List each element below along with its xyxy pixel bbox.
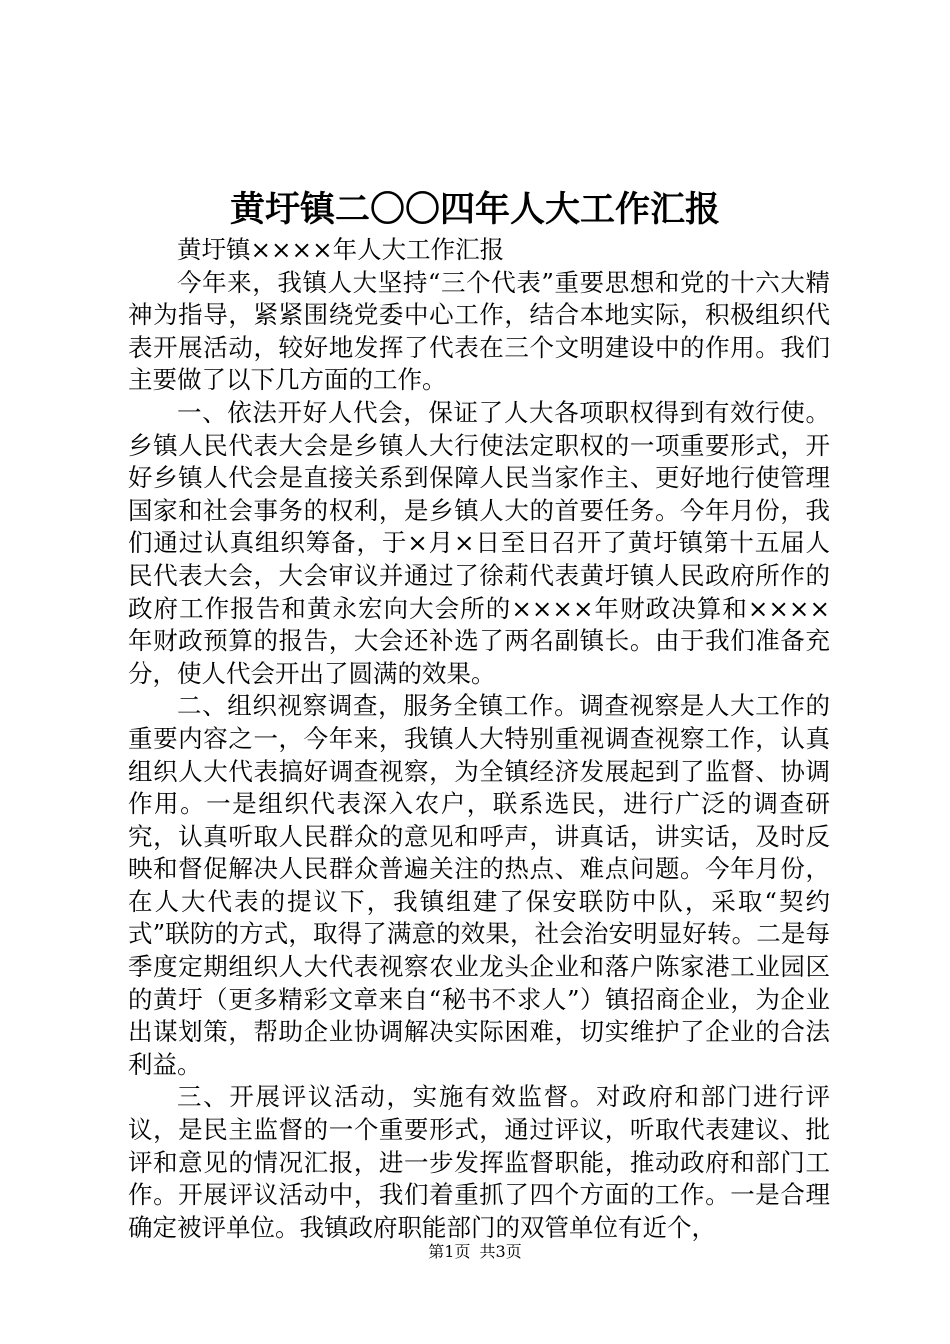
paragraph-heading-line: 黄圩镇××××年人大工作汇报 <box>177 235 505 264</box>
document-body <box>128 234 830 1244</box>
page-total: 共3页 <box>479 1242 522 1261</box>
document-title: 黄圩镇二〇〇四年人大工作汇报 <box>229 189 720 230</box>
paragraph-section-2: 二、组织视察调查，服务全镇工作。调查视察是人大工作的重要内容之一，今年来，我镇人大特别重视调查视察工作，认真组织人大代表搞好调查视察，为全镇经济发展起到了监督、协调作用。一是组织代表深入农户，联系选民，进行广泛的调查研究，认真听取人民群众的意见和呼声，讲真话，讲实话，及时反映和督促解决人民群众普遍关注的热点、难点问题。今年月份，在人大代表的提议下，我镇组建了保安联防中队，采取“契约式”联防的方式，取得了满意的效果，社会治安明显好转。二是每季度定期组织人大代表视察农业龙头企业和落户陈家港工业园区的黄圩（更多精彩文章来自“秘书不求人”）镇招商企业，为企业出谋划策，帮助企业协调解决实际困难，切实维护了企业的合法利益。 <box>128 691 830 1079</box>
paragraph-intro: 今年来，我镇人大坚持“三个代表”重要思想和党的十六大精神为指导，紧紧围绕党委中心工作，结合本地实际，积极组织代表开展活动，较好地发挥了代表在三个文明建设中的作用。我们主要做了以下几方面的工作。 <box>128 267 830 395</box>
page-footer <box>0 1241 950 1263</box>
page-number: 第1页 <box>428 1242 471 1261</box>
paragraph-section-3: 三、开展评议活动，实施有效监督。对政府和部门进行评议，是民主监督的一个重要形式，通过评议，听取代表建议、批评和意见的情况汇报，进一步发挥监督职能，推动政府和部门工作。开展评议活动中，我们着重抓了四个方面的工作。一是合理确定被评单位。我镇政府职能部门的双管单位有近个， <box>128 1082 830 1242</box>
paragraph-section-1: 一、依法开好人代会，保证了人大各项职权得到有效行使。乡镇人民代表大会是乡镇人大行使法定职权的一项重要形式，开好乡镇人代会是直接关系到保障人民当家作主、更好地行使管理国家和社会事务的权利，是乡镇人大的首要任务。今年月份，我们通过认真组织筹备，于×月×日至日召开了黄圩镇第十五届人民代表大会，大会审议并通过了徐莉代表黄圩镇人民政府所作的政府工作报告和黄永宏向大会所的××××年财政决算和××××年财政预算的报告，大会还补选了两名副镇长。由于我们准备充分，使人代会开出了圆满的效果。 <box>128 397 830 688</box>
